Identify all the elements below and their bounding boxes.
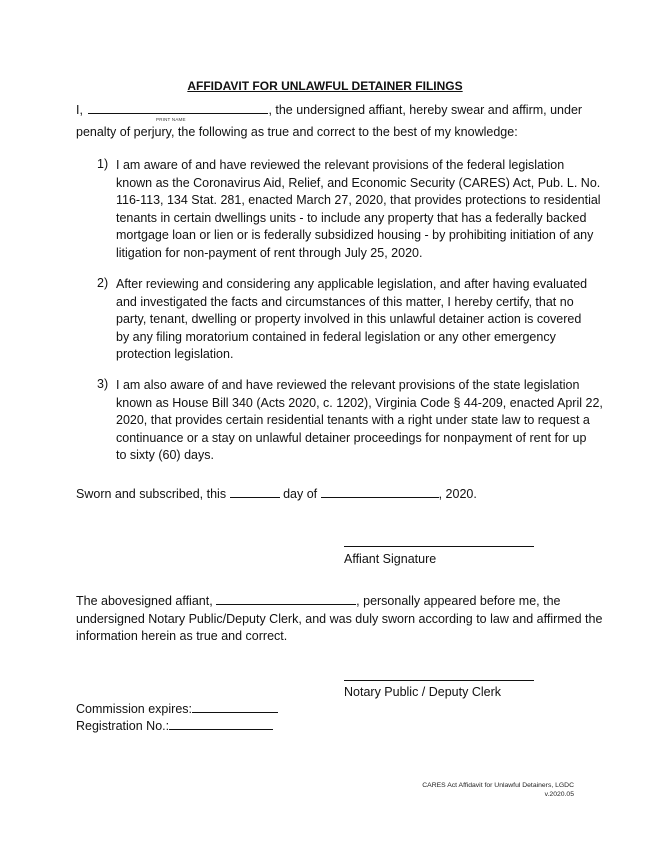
item-1-number: 1) <box>97 157 109 171</box>
item-3-text <box>116 377 603 465</box>
intro-line-1 <box>76 101 583 120</box>
intro-after-blank: , the undersigned affiant, hereby swear and affirm, under <box>268 103 583 117</box>
notary-line-1 <box>76 592 596 611</box>
print-name-label: PRINT NAME <box>156 117 186 122</box>
affiant-signature-label: Affiant Signature <box>344 552 437 566</box>
item-2-line: by any filing moratorium contained in federal legislation or any other emergency <box>116 329 556 344</box>
item-3-line: to sixty (60) days. <box>116 448 214 463</box>
notary-line-2: undersigned Notary Public/Deputy Clerk, and was duly sworn according to law and affirmed the <box>76 611 603 626</box>
item-1-line: I am aware of and have reviewed the relevant provisions of the federal legislation <box>116 158 565 172</box>
footer-line-2: v.2020.05 <box>544 791 574 798</box>
print-name-blank[interactable] <box>88 101 268 114</box>
item-2-line: and investigated the facts and circumstances of this matter, I hereby certify, that no <box>116 294 574 309</box>
sworn-day-blank[interactable] <box>230 485 280 498</box>
notary-prefix: The abovesigned affiant, <box>76 594 213 608</box>
sworn-prefix: Sworn and subscribed, this <box>76 487 227 501</box>
notary-signature-line[interactable] <box>344 680 534 681</box>
item-1-line: litigation for non-payment of rent through July 25, 2020. <box>116 245 423 260</box>
item-1-line: known as the Coronavirus Aid, Relief, and Economic Security (CARES) Act, Pub. L. No. <box>116 175 601 190</box>
intro-line-2: penalty of perjury, the following as true and correct to the best of my knowledge: <box>76 125 518 139</box>
affiant-signature-line[interactable] <box>344 546 534 547</box>
item-1-line: mortgage loan or lien or is federally subsidized housing - by prohibiting initiation of any <box>116 228 594 243</box>
sworn-line <box>76 485 477 504</box>
commission-expires-blank[interactable] <box>192 700 278 713</box>
commission-label: Commission expires: <box>76 702 193 716</box>
affiant-name-blank[interactable] <box>216 592 356 605</box>
commission-row <box>76 700 278 719</box>
item-2-line: After reviewing and considering any applicable legislation, and after having evaluated <box>116 277 588 291</box>
notary-paragraph <box>76 592 603 646</box>
sworn-month-blank[interactable] <box>321 485 439 498</box>
footer-line-1: CARES Act Affidavit for Unlawful Detainers, LGDC <box>422 782 574 789</box>
item-1-text <box>116 157 601 263</box>
item-3-line: known as House Bill 340 (Acts 2020, c. 1202), Virginia Code § 44-209, enacted April 22, <box>116 395 603 410</box>
sworn-suffix: , 2020. <box>438 487 477 501</box>
document-title: AFFIDAVIT FOR UNLAWFUL DETAINER FILINGS <box>187 79 463 93</box>
footer <box>330 781 574 799</box>
item-2-line: protection legislation. <box>116 347 234 362</box>
notary-line-3: information herein as true and correct. <box>76 629 288 644</box>
item-3-line: I am also aware of and have reviewed the relevant provisions of the state legislation <box>116 378 580 392</box>
item-2-text <box>116 276 586 364</box>
item-1-line: 116-113, 134 Stat. 281, enacted March 27, 2020, that provides protections to residential <box>116 193 601 208</box>
registration-row <box>76 717 273 736</box>
sworn-mid: day of <box>283 487 318 501</box>
item-3-number: 3) <box>97 377 109 391</box>
notary-signature-label: Notary Public / Deputy Clerk <box>344 685 502 699</box>
registration-number-blank[interactable] <box>169 717 273 730</box>
item-3-line: continuance or a stay on unlawful detainer proceedings for nonpayment of rent for up <box>116 430 587 445</box>
notary-after-blank: , personally appeared before me, the <box>356 594 561 608</box>
item-2-line: party, tenant, dwelling or property involved in this unlawful detainer action is covered <box>116 312 582 327</box>
item-1-line: tenants in certain dwellings units - to include any property that has a federally backed <box>116 210 587 225</box>
intro-prefix: I, <box>76 103 83 117</box>
item-2-number: 2) <box>97 276 109 290</box>
registration-label: Registration No.: <box>76 719 170 733</box>
item-3-line: 2020, that provides certain residential tenants with a right under state law to request a <box>116 413 590 428</box>
